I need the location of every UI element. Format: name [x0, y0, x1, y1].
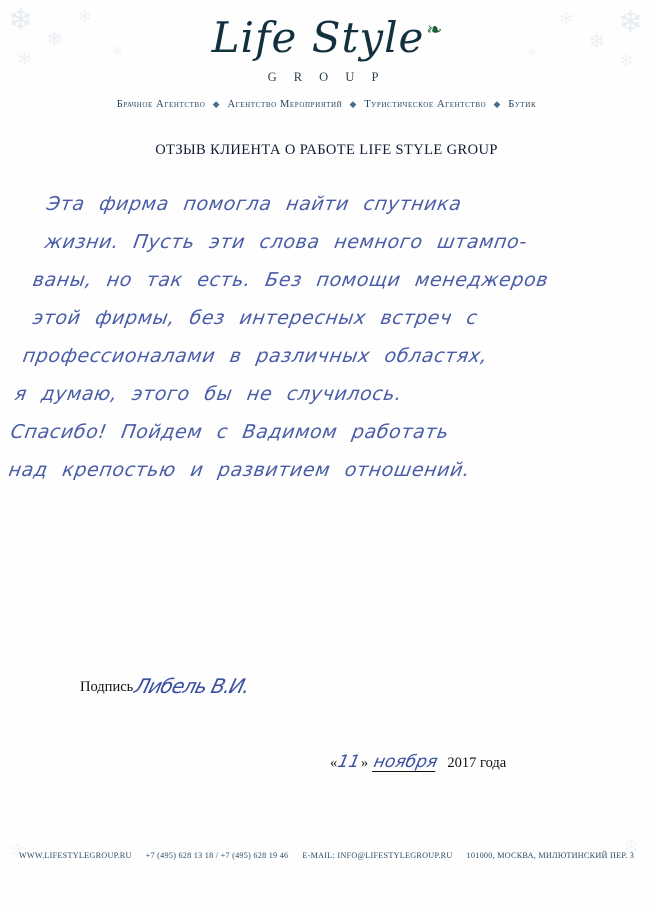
- service-item-2: Туристическое Агентство: [364, 99, 487, 111]
- logo-text: Life Style: [211, 13, 425, 62]
- date-open-quote: «: [330, 755, 338, 771]
- handwritten-line: над крепостью и развитием отношений.: [7, 459, 472, 482]
- snowflake-icon: ✻: [10, 841, 26, 861]
- handwritten-line: Эта фирма помогла найти спутника: [45, 193, 464, 216]
- handwritten-line: я думаю, этого бы не случилось.: [13, 383, 404, 406]
- diamond-icon: ◆: [349, 99, 358, 110]
- services-line: [0, 99, 653, 110]
- footer-address: 101000, МОСКВА, МИЛЮТИНСКИЙ ПЕР. 3: [466, 851, 635, 860]
- snowflake-icon: ✻: [18, 51, 32, 68]
- snowflake-icon: ✻: [559, 11, 573, 28]
- footer-contacts: [0, 851, 653, 860]
- snowflake-icon: ❄: [112, 43, 123, 58]
- handwritten-line: профессионалами в различных областях,: [21, 345, 490, 368]
- footer-phone-2: +7 (495) 628 19 46: [220, 851, 289, 860]
- snowflake-icon: ❄: [526, 45, 537, 60]
- service-item-1: Агентство Мероприятий: [227, 99, 343, 111]
- snowflake-icon: ❄: [617, 6, 643, 39]
- page-title: ОТЗЫВ КЛИЕНТА О РАБОТЕ LIFE STYLE GROUP: [155, 142, 498, 159]
- signature-icon: Либель В.И.: [132, 674, 253, 698]
- leaf-icon: ❧: [426, 19, 444, 41]
- date-row: [330, 752, 506, 772]
- handwritten-testimonial: [2, 185, 609, 489]
- handwritten-line: ваны, но так есть. Без помощи менеджеров: [31, 269, 550, 292]
- snowflake-icon: ✻: [78, 9, 92, 26]
- date-year: 2017 года: [447, 755, 507, 771]
- footer-phone-1: +7 (495) 628 13 18: [145, 851, 214, 860]
- footer-website[interactable]: WWW.LIFESTYLEGROUP.RU: [18, 851, 132, 860]
- signature-row: [80, 672, 253, 698]
- handwritten-line: жизни. Пусть эти слова немного штампо-: [43, 231, 529, 254]
- snowflake-icon: ✻: [623, 837, 639, 857]
- footer-email-label: E-MAIL:: [302, 851, 336, 860]
- date-day: 11: [336, 752, 363, 772]
- diamond-icon: ◆: [493, 99, 502, 110]
- signature-label: Подпись: [80, 679, 134, 695]
- footer-email[interactable]: INFO@LIFESTYLEGROUP.RU: [337, 851, 453, 860]
- company-logo: [0, 0, 653, 85]
- snowflake-icon: ❄: [46, 29, 63, 51]
- snowflake-icon: ❄: [8, 4, 34, 37]
- footer-phone-separator: /: [215, 851, 219, 860]
- snowflake-icon: ✻: [619, 53, 633, 70]
- handwritten-line: Спасибо! Пойдем с Вадимом работать: [9, 421, 451, 444]
- handwritten-line: этой фирмы, без интересных встреч с: [31, 307, 480, 330]
- logo-wordmark: [211, 13, 444, 62]
- service-item-0: Брачное Агентство: [116, 99, 206, 111]
- snowflake-icon: ❄: [588, 31, 605, 53]
- logo-subtitle: G R O U P: [267, 70, 386, 85]
- service-item-3: Бутик: [508, 99, 537, 111]
- diamond-icon: ◆: [212, 99, 221, 110]
- date-month: ноября: [372, 752, 440, 772]
- date-close-quote: »: [360, 755, 369, 771]
